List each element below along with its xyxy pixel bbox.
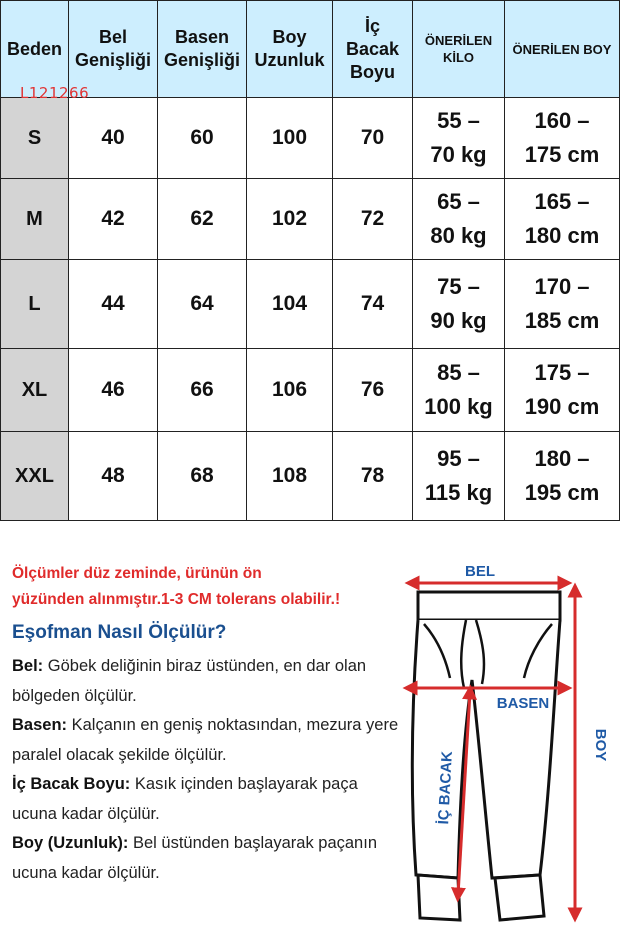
header-line: Boy	[272, 27, 307, 47]
header-line: Bacak	[345, 38, 400, 59]
instruction-text: Kalçanın en geniş noktasından, mezura yere paralel olacak şekilde ölçülür.	[12, 716, 399, 764]
cell-kilo	[413, 98, 505, 179]
ic-bacak-label: İÇ BACAK	[435, 750, 456, 825]
header-boy	[247, 1, 333, 98]
cell-bel: 48	[69, 432, 158, 521]
instruction-text: Kasık içinden başlayarak paça ucuna kadar ölçülür.	[12, 775, 358, 823]
instruction-term: Boy (Uzunluk):	[12, 834, 129, 852]
header-line: Bel	[98, 27, 127, 47]
table-row	[1, 260, 620, 349]
instruction-term: İç Bacak Boyu:	[12, 775, 131, 793]
cell-bel: 46	[69, 349, 158, 432]
cell-onerilen-boy	[505, 260, 620, 349]
table-row	[1, 179, 620, 260]
cell-kilo	[413, 260, 505, 349]
instruction-text: Göbek deliğinin biraz üstünden, en dar olan bölgeden ölçülür.	[12, 657, 367, 705]
range-line: 65 –	[437, 189, 480, 214]
cell-size: M	[1, 179, 69, 260]
header-line: KİLO	[442, 50, 475, 65]
header-line: Beden	[6, 38, 62, 59]
bel-label: BEL	[465, 563, 495, 580]
table-header	[1, 1, 620, 98]
pants-outline-shape	[412, 620, 560, 878]
range-line: 195 cm	[524, 480, 600, 505]
range-line: 80 kg	[430, 223, 487, 248]
range-line: 160 –	[534, 108, 590, 133]
howto-title: Eşofman Nasıl Ölçülür?	[12, 622, 227, 643]
range-line: 75 –	[437, 274, 480, 299]
cell-ic-bacak: 78	[333, 432, 413, 521]
range-line: 95 –	[437, 446, 480, 471]
cell-kilo	[413, 349, 505, 432]
header-onboy	[505, 1, 620, 98]
header-line: ÖNERİLEN BOY	[512, 41, 612, 57]
measurement-instructions	[12, 652, 402, 888]
product-code: L121266	[20, 84, 90, 102]
header-line: Genişliği	[163, 50, 241, 70]
range-line: 90 kg	[430, 308, 487, 333]
header-line: İç	[364, 15, 380, 36]
range-line: 115 kg	[424, 480, 493, 505]
range-line: 165 –	[534, 189, 590, 214]
right-cuff-shape	[495, 875, 544, 920]
waistband-shape	[418, 592, 560, 620]
cell-ic-bacak: 76	[333, 349, 413, 432]
cell-basen: 62	[158, 179, 247, 260]
cell-onerilen-boy	[505, 349, 620, 432]
range-line: 85 –	[437, 360, 480, 385]
pants-diagram	[400, 560, 620, 930]
header-icbacak	[333, 1, 413, 98]
table-row	[1, 432, 620, 521]
cell-boy: 106	[247, 349, 333, 432]
range-line: 175 –	[534, 360, 590, 385]
instruction-item	[12, 770, 402, 829]
range-line: 180 –	[534, 446, 590, 471]
header-line: Basen	[174, 27, 230, 47]
instruction-item	[12, 652, 402, 711]
instruction-term: Bel:	[12, 657, 44, 675]
cell-boy: 100	[247, 98, 333, 179]
header-bel	[69, 1, 158, 98]
cell-basen: 66	[158, 349, 247, 432]
cell-ic-bacak: 70	[333, 98, 413, 179]
cell-onerilen-boy	[505, 179, 620, 260]
boy-label: BOY	[592, 728, 609, 762]
range-line: 180 cm	[524, 223, 600, 248]
cell-size: L	[1, 260, 69, 349]
cell-kilo	[413, 432, 505, 521]
cell-ic-bacak: 74	[333, 260, 413, 349]
cell-size: XXL	[1, 432, 69, 521]
cell-ic-bacak: 72	[333, 179, 413, 260]
header-basen	[158, 1, 247, 98]
instruction-item	[12, 829, 402, 888]
cell-boy: 102	[247, 179, 333, 260]
cell-boy: 108	[247, 432, 333, 521]
header-kilo	[413, 1, 505, 98]
instruction-term: Basen:	[12, 716, 68, 734]
cell-bel: 40	[69, 98, 158, 179]
range-line: 185 cm	[524, 308, 600, 333]
cell-boy: 104	[247, 260, 333, 349]
cell-kilo	[413, 179, 505, 260]
header-line: Uzunluk	[254, 50, 325, 70]
cell-onerilen-boy	[505, 98, 620, 179]
range-line: 100 kg	[424, 394, 493, 419]
header-beden	[1, 1, 69, 98]
table-row	[1, 349, 620, 432]
header-line: Boyu	[350, 61, 395, 82]
cell-basen: 68	[158, 432, 247, 521]
range-line: 70 kg	[430, 142, 487, 167]
measurement-note	[12, 561, 402, 613]
range-line: 175 cm	[524, 142, 600, 167]
cell-size: XL	[1, 349, 69, 432]
cell-basen: 64	[158, 260, 247, 349]
table-row	[1, 98, 620, 179]
header-line: Genişliği	[74, 50, 152, 70]
instruction-item	[12, 711, 402, 770]
cell-basen: 60	[158, 98, 247, 179]
cell-onerilen-boy	[505, 432, 620, 521]
note-line-1: Ölçümler düz zeminde, ürünün ön	[12, 565, 262, 582]
left-cuff-shape	[418, 875, 460, 920]
range-line: 190 cm	[524, 394, 600, 419]
cell-size: S	[1, 98, 69, 179]
range-line: 170 –	[534, 274, 590, 299]
cell-bel: 42	[69, 179, 158, 260]
basen-label: BASEN	[496, 695, 550, 712]
header-line: ÖNERİLEN	[424, 33, 493, 48]
cell-bel: 44	[69, 260, 158, 349]
instruction-text: Bel üstünden başlayarak paçanın ucuna kadar ölçülür.	[12, 834, 377, 882]
table-body	[1, 98, 620, 521]
note-line-2: yüzünden alınmıştır.1-3 CM tolerans olabilir.!	[12, 591, 341, 608]
range-line: 55 –	[437, 108, 480, 133]
